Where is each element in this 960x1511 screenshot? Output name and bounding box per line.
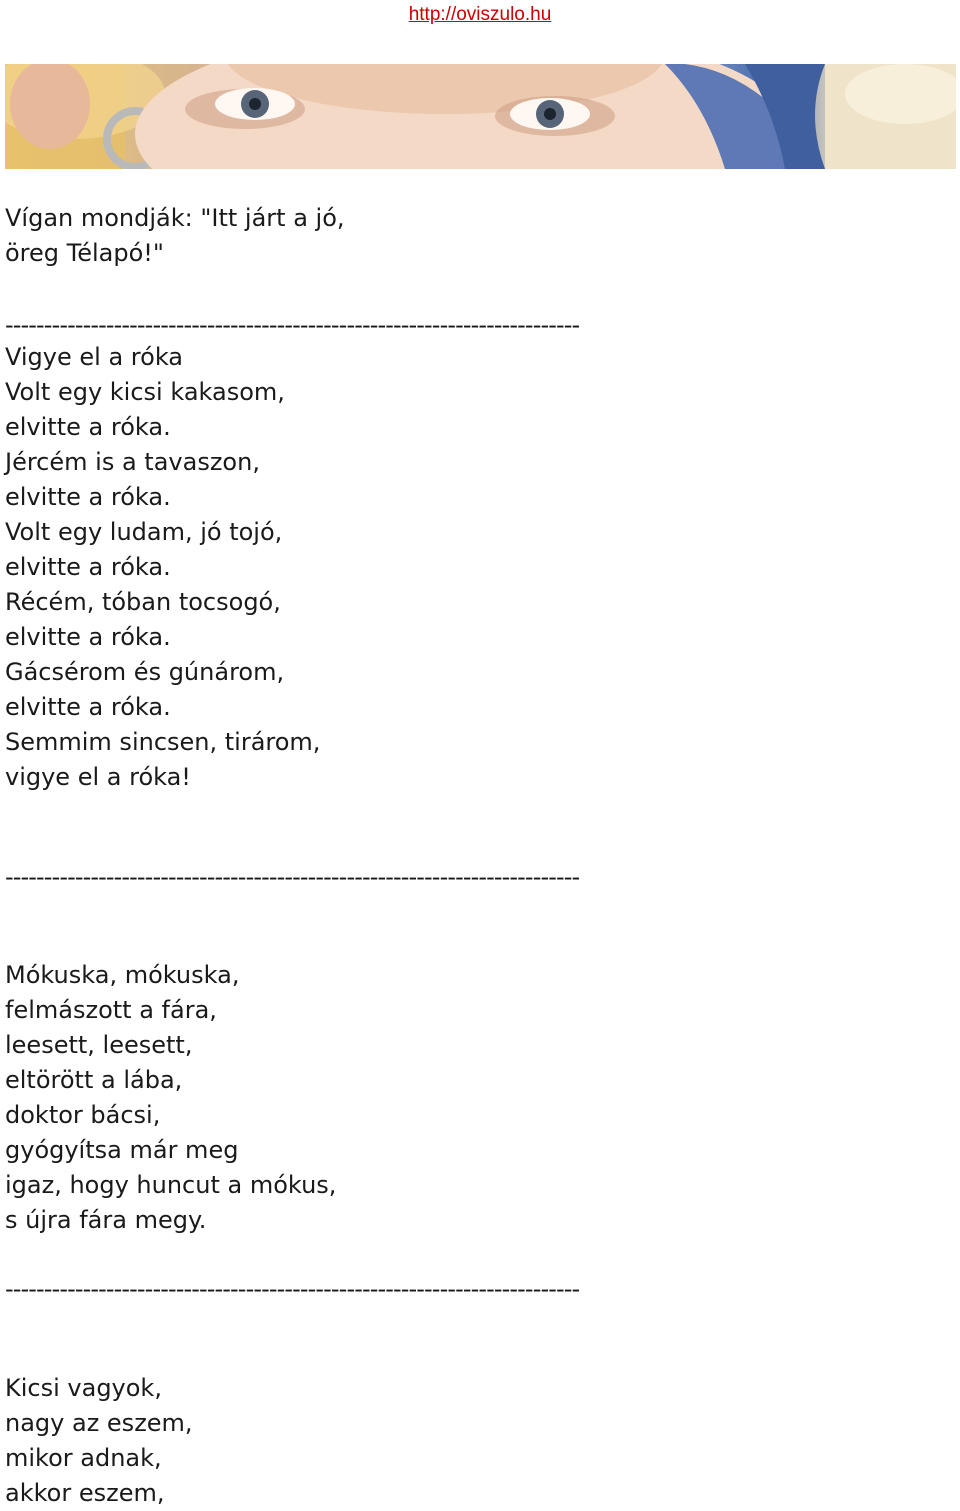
poem-line: öreg Télapó!" bbox=[5, 239, 164, 267]
poem-line: eltörött a lába, bbox=[5, 1066, 183, 1094]
poem-line: gyógyítsa már meg bbox=[5, 1136, 239, 1164]
separator-line: -------------------------------------------------------------------------- bbox=[5, 1275, 580, 1303]
banner-photo bbox=[5, 64, 956, 169]
poem-ending bbox=[5, 201, 345, 271]
poem-line: Jércém is a tavaszon, bbox=[5, 448, 260, 476]
poem-line: leesett, leesett, bbox=[5, 1031, 193, 1059]
poem-line: mikor adnak, bbox=[5, 1444, 162, 1472]
poem-line: Récém, tóban tocsogó, bbox=[5, 588, 281, 616]
poem-line: nagy az eszem, bbox=[5, 1409, 193, 1437]
poem-line: akkor eszem, bbox=[5, 1479, 165, 1507]
separator-line: -------------------------------------------------------------------------- bbox=[5, 311, 580, 339]
poem-line: elvitte a róka. bbox=[5, 553, 171, 581]
poem-mokuska bbox=[5, 958, 336, 1238]
poem-line: igaz, hogy huncut a mókus, bbox=[5, 1171, 337, 1199]
poem-vigye-el-a-roka bbox=[5, 340, 320, 795]
poem-line: Volt egy kicsi kakasom, bbox=[5, 378, 285, 406]
poem-line: s újra fára megy. bbox=[5, 1206, 207, 1234]
poem-line: elvitte a róka. bbox=[5, 483, 171, 511]
poem-line: felmászott a fára, bbox=[5, 996, 217, 1024]
poem-line: Mókuska, mókuska, bbox=[5, 961, 240, 989]
site-url-link[interactable]: http://oviszulo.hu bbox=[408, 4, 552, 25]
poem-line: elvitte a róka. bbox=[5, 623, 171, 651]
poem-line: vigye el a róka! bbox=[5, 763, 191, 791]
poem-line: Vigye el a róka bbox=[5, 343, 183, 371]
poem-kicsi-vagyok bbox=[5, 1371, 193, 1511]
poem-line: Semmim sincsen, tirárom, bbox=[5, 728, 321, 756]
poem-line: doktor bácsi, bbox=[5, 1101, 161, 1129]
poem-line: Volt egy ludam, jó tojó, bbox=[5, 518, 283, 546]
poem-line: elvitte a róka. bbox=[5, 413, 171, 441]
poem-line: Gácsérom és gúnárom, bbox=[5, 658, 285, 686]
baby-photo-illustration bbox=[5, 64, 956, 169]
poem-line: Kicsi vagyok, bbox=[5, 1374, 162, 1402]
poem-line: elvitte a róka. bbox=[5, 693, 171, 721]
poem-line: Vígan mondják: "Itt járt a jó, bbox=[5, 204, 345, 232]
separator-line: -------------------------------------------------------------------------- bbox=[5, 863, 580, 891]
